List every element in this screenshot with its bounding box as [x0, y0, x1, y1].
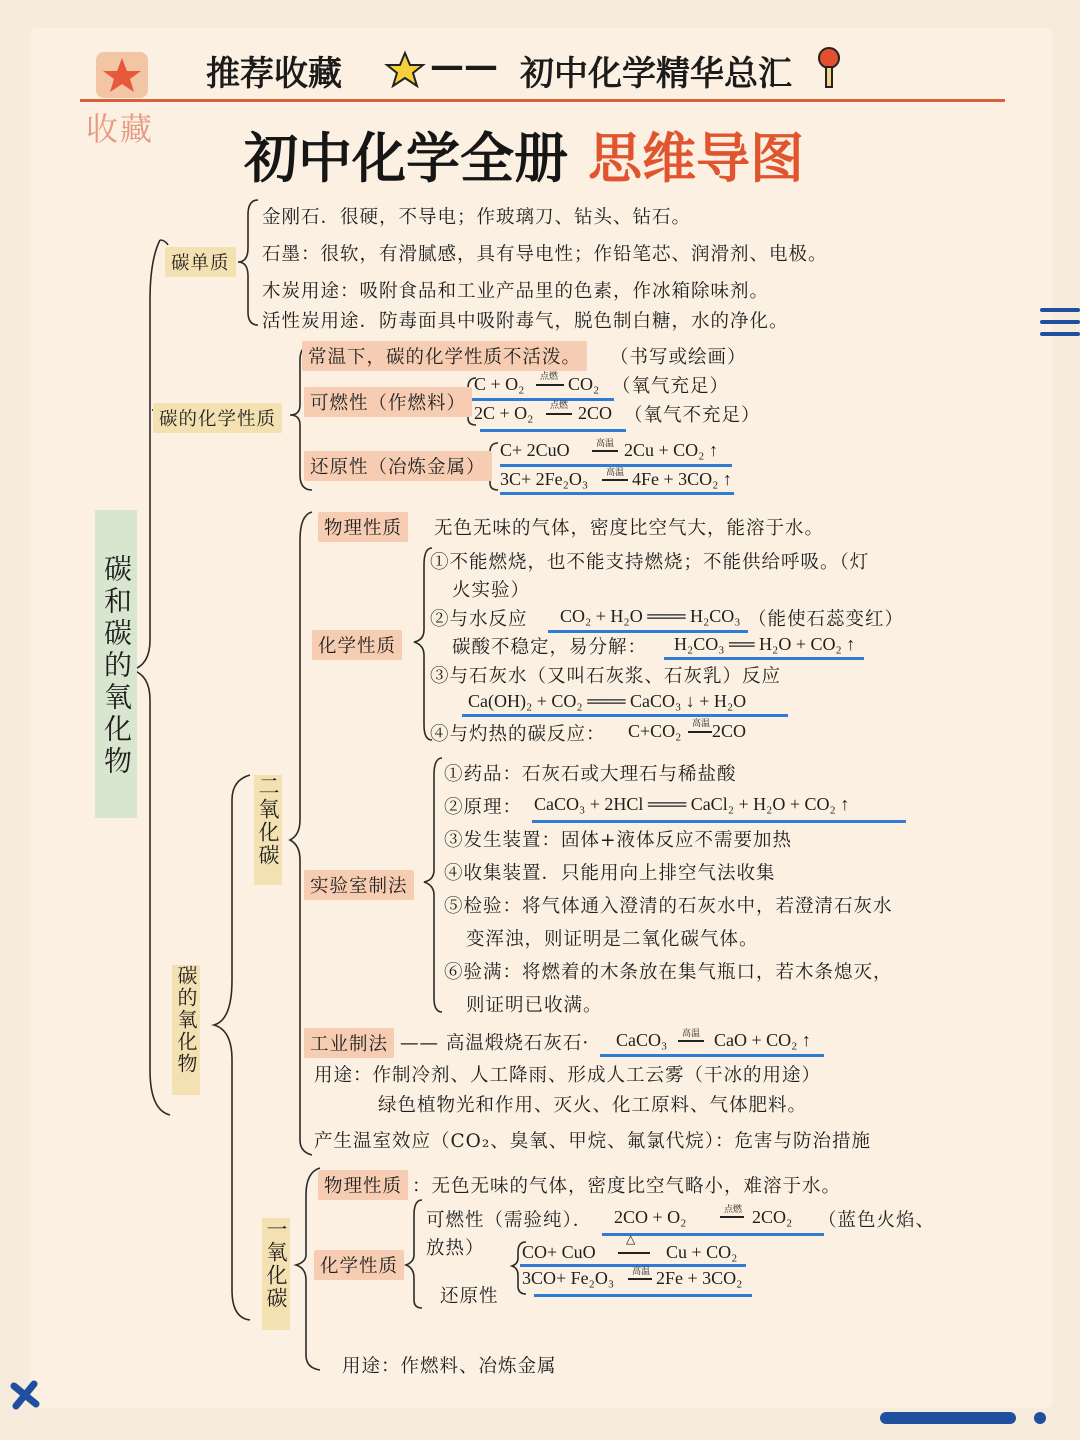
header-left: 推荐收藏 — [206, 54, 342, 94]
lab-item: 变浑浊，则证明是二氧化碳气体。 — [466, 929, 759, 950]
co-label: 一氧化碳 — [262, 1218, 290, 1330]
oxides-label: 碳的氧化物 — [172, 965, 200, 1095]
equation: H₂CO₃ ══ H₂O + CO₂ ↑ — [674, 634, 856, 654]
condition: 点燃 — [550, 400, 569, 410]
co2-use: 绿色植物光和作用、灭火、化工原料、气体肥料。 — [378, 1095, 808, 1116]
co2-use: 用途：作制冷剂、人工降雨、形成人工云雾（干冰的用途） — [314, 1065, 822, 1086]
underline — [602, 1233, 824, 1236]
co2-phys-text: 无色无味的气体，密度比空气大，能溶于水。 — [434, 518, 825, 539]
condition: 高温 — [692, 718, 711, 728]
arrow — [592, 450, 618, 452]
co2-chem-item: 碳酸不稳定，易分解： — [452, 637, 648, 658]
page-title-highlight: 思维导图 — [588, 127, 804, 190]
equation: CaCO₃ — [616, 1030, 668, 1050]
carbon-chem-label: 碳的化学性质 — [153, 403, 282, 433]
equation: CO+ CuO — [522, 1242, 596, 1262]
equation-note: （氧气充足） — [612, 376, 730, 397]
product: 2CO — [712, 721, 747, 741]
underline — [600, 1054, 824, 1057]
underline — [664, 657, 864, 660]
condition: 高温 — [606, 467, 625, 477]
co-comb: 放热） — [426, 1238, 485, 1259]
arrow — [688, 731, 712, 733]
lab-item: ②原理： — [444, 797, 523, 818]
underline — [462, 714, 788, 717]
co2-lab-label: 实验室制法 — [304, 870, 414, 900]
arrow — [546, 413, 572, 415]
condition: 高温 — [596, 438, 615, 448]
equation: CO₂ + H₂O ═══ H₂CO₃ — [560, 606, 741, 626]
page-title: 初中化学全册 — [244, 127, 568, 190]
co2-chem-item: 火实验） — [452, 580, 531, 601]
lab-item: ①药品：石灰石或大理石与稀盐酸 — [444, 764, 737, 785]
carbon-stable-note: （书写或绘画） — [610, 347, 747, 368]
reducibility-label: 还原性（冶炼金属） — [304, 451, 492, 481]
product: 2CO₂ — [752, 1207, 793, 1227]
equation: C + O₂ — [474, 374, 525, 394]
co-reduce-label: 还原性 — [440, 1286, 499, 1307]
equation-note: （蓝色火焰、 — [818, 1210, 936, 1231]
root-topic: 碳和碳的氧化物 — [95, 510, 137, 818]
equation: 2CO + O₂ — [614, 1207, 687, 1227]
equation-note: （能使石蕊变红） — [748, 609, 905, 630]
condition: 点燃 — [724, 1204, 743, 1214]
condition: 高温 — [632, 1266, 651, 1276]
equation: C+CO₂ — [628, 721, 682, 741]
collect-label: 收藏 — [86, 110, 155, 148]
product: Cu + CO₂ — [666, 1242, 738, 1262]
underline — [534, 1294, 752, 1297]
product: 2CO — [578, 403, 613, 423]
carbon-element-item: 木炭用途：吸附食品和工业产品里的色素，作冰箱除味剂。 — [262, 281, 770, 302]
equation: 3CO+ Fe₂O₃ — [522, 1268, 615, 1288]
equation: CaCO₃ + 2HCl ═══ CaCl₂ + H₂O + CO₂ ↑ — [534, 794, 850, 814]
condition: 点燃 — [540, 371, 559, 381]
product: CaO + CO₂ ↑ — [714, 1030, 811, 1050]
co2-industry-text: —— 高温煅烧石灰石· — [400, 1033, 590, 1054]
co-comb: 可燃性（需验纯）． — [426, 1210, 593, 1231]
header-dash: —— — [430, 46, 498, 86]
co-use: 用途：作燃料、冶炼金属 — [342, 1356, 557, 1377]
equation: 3C+ 2Fe₂O₃ — [500, 469, 589, 489]
co2-greenhouse: 产生温室效应（CO₂、臭氧、甲烷、氟氯代烷）：危害与防治措施 — [314, 1131, 871, 1152]
combustibility-label: 可燃性（作燃料） — [304, 387, 472, 417]
product: 2Cu + CO₂ ↑ — [624, 440, 718, 460]
co-chem-label: 化学性质 — [314, 1250, 404, 1280]
underline — [500, 492, 734, 495]
dot-decoration — [1034, 1412, 1046, 1424]
co-phys-text: ：无色无味的气体，密度比空气略小，难溶于水。 — [412, 1176, 842, 1197]
carbon-element-label: 碳单质 — [165, 247, 236, 277]
progress-bar-decoration — [880, 1412, 1016, 1424]
arrow — [628, 1278, 652, 1280]
condition: 高温 — [682, 1028, 701, 1038]
co2-chem-item: ④与灼热的碳反应： — [430, 724, 606, 745]
header-right: 初中化学精华总汇 — [520, 54, 792, 94]
lab-item: ⑥验满：将燃着的木条放在集气瓶口，若木条熄灭， — [444, 962, 893, 983]
arrow — [720, 1216, 744, 1218]
equation: Ca(OH)₂ + CO₂ ═══ CaCO₃ ↓ + H₂O — [468, 691, 747, 711]
underline — [480, 429, 626, 432]
co2-label: 二氧化碳 — [254, 775, 282, 885]
product: 2Fe + 3CO₂ — [656, 1268, 743, 1288]
lab-item: ⑤检验：将气体通入澄清的石灰水中，若澄清石灰水 — [444, 896, 893, 917]
product: 4Fe + 3CO₂ ↑ — [632, 469, 732, 489]
co2-industry-label: 工业制法 — [304, 1028, 394, 1058]
carbon-stable-text: 常温下，碳的化学性质不活泼。 — [302, 341, 587, 371]
lab-item: ③发生装置：固体+液体反应不需要加热 — [444, 830, 793, 851]
condition: △ — [626, 1232, 636, 1246]
equation-note: （氧气不充足） — [624, 405, 761, 426]
carbon-element-item: 活性炭用途．防毒面具中吸附毒气，脱色制白糖，水的净化。 — [262, 311, 789, 332]
co2-chem-item: ③与石灰水（又叫石灰浆、石灰乳）反应 — [430, 666, 782, 687]
co2-chem-label: 化学性质 — [312, 630, 402, 660]
equation: 2C + O₂ — [474, 403, 534, 423]
co2-chem-item: ①不能燃烧，也不能支持燃烧；不能供给呼吸。（灯 — [430, 552, 870, 573]
carbon-element-item: 石墨：很软，有滑腻感，具有导电性；作铅笔芯、润滑剂、电极。 — [262, 244, 828, 265]
arrow — [678, 1040, 704, 1042]
lab-item: 则证明已收满。 — [466, 995, 603, 1016]
underline — [472, 398, 614, 401]
cross-decoration-icon — [8, 1378, 42, 1416]
lab-item: ④收集装置．只能用向上排空气法收集 — [444, 863, 776, 884]
arrow — [536, 384, 564, 386]
co2-chem-item: ②与水反应 — [430, 609, 528, 630]
underline — [532, 820, 906, 823]
co2-phys-label: 物理性质 — [318, 512, 408, 542]
carbon-element-item: 金刚石．很硬，不导电；作玻璃刀、钻头、钻石。 — [262, 207, 692, 228]
equation: C+ 2CuO — [500, 440, 570, 460]
co-phys-label: 物理性质 — [318, 1170, 408, 1200]
arrow — [602, 479, 628, 481]
product: CO₂ — [568, 374, 600, 394]
arrow — [618, 1252, 650, 1254]
